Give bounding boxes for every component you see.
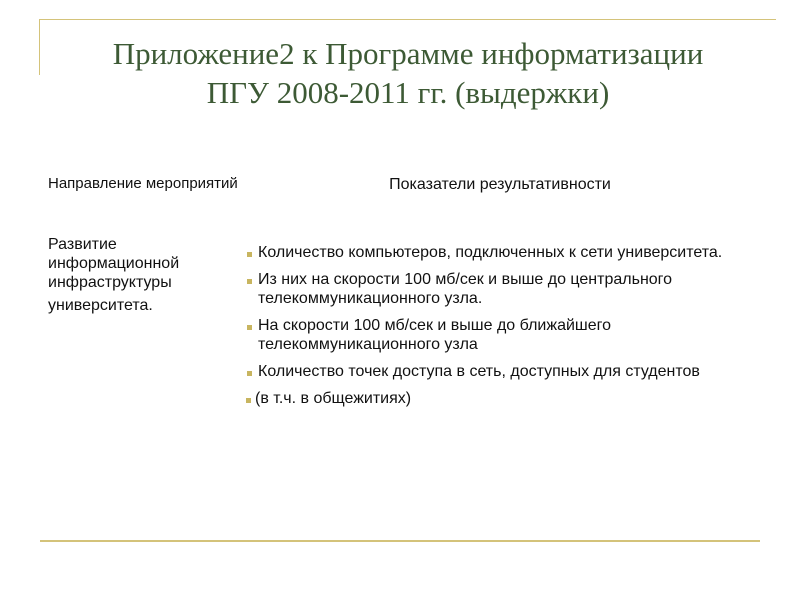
direction-cell xyxy=(48,235,243,315)
indicator-item xyxy=(246,243,766,262)
indicator-text: Количество точек доступа в сеть, доступных для студентов xyxy=(258,363,700,380)
square-bullet-icon xyxy=(247,252,252,257)
indicator-item xyxy=(246,389,766,408)
indicator-text: Количество компьютеров, подключенных к сети университета. xyxy=(258,244,723,261)
direction-last: университета. xyxy=(48,297,153,314)
header-directions: Направление мероприятий xyxy=(48,175,238,192)
indicator-item xyxy=(246,316,766,354)
title-line-2: ПГУ 2008-2011 гг. (выдержки) xyxy=(206,75,610,110)
direction-text: Развитие информационной инфраструктуры xyxy=(48,236,180,291)
title-line-1: Приложение2 к Программе информатизации xyxy=(112,36,704,71)
square-bullet-icon xyxy=(247,325,252,330)
indicator-list xyxy=(246,243,766,416)
indicator-text: (в т.ч. в общежитиях) xyxy=(255,390,412,407)
square-bullet-icon xyxy=(247,279,252,284)
indicator-text: Из них на скорости 100 мб/сек и выше до центрального телекоммуникационного узла. xyxy=(258,271,673,307)
square-bullet-icon xyxy=(247,371,252,376)
slide-title xyxy=(40,34,776,112)
top-rule xyxy=(40,19,776,20)
indicator-item xyxy=(246,362,766,381)
square-bullet-icon xyxy=(246,398,251,403)
indicator-text: На скорости 100 мб/сек и выше до ближайшего телекоммуникационного узла xyxy=(258,317,612,353)
header-indicators: Показатели результативности xyxy=(389,176,611,193)
bottom-rule xyxy=(40,540,760,542)
indicator-item xyxy=(246,270,766,308)
